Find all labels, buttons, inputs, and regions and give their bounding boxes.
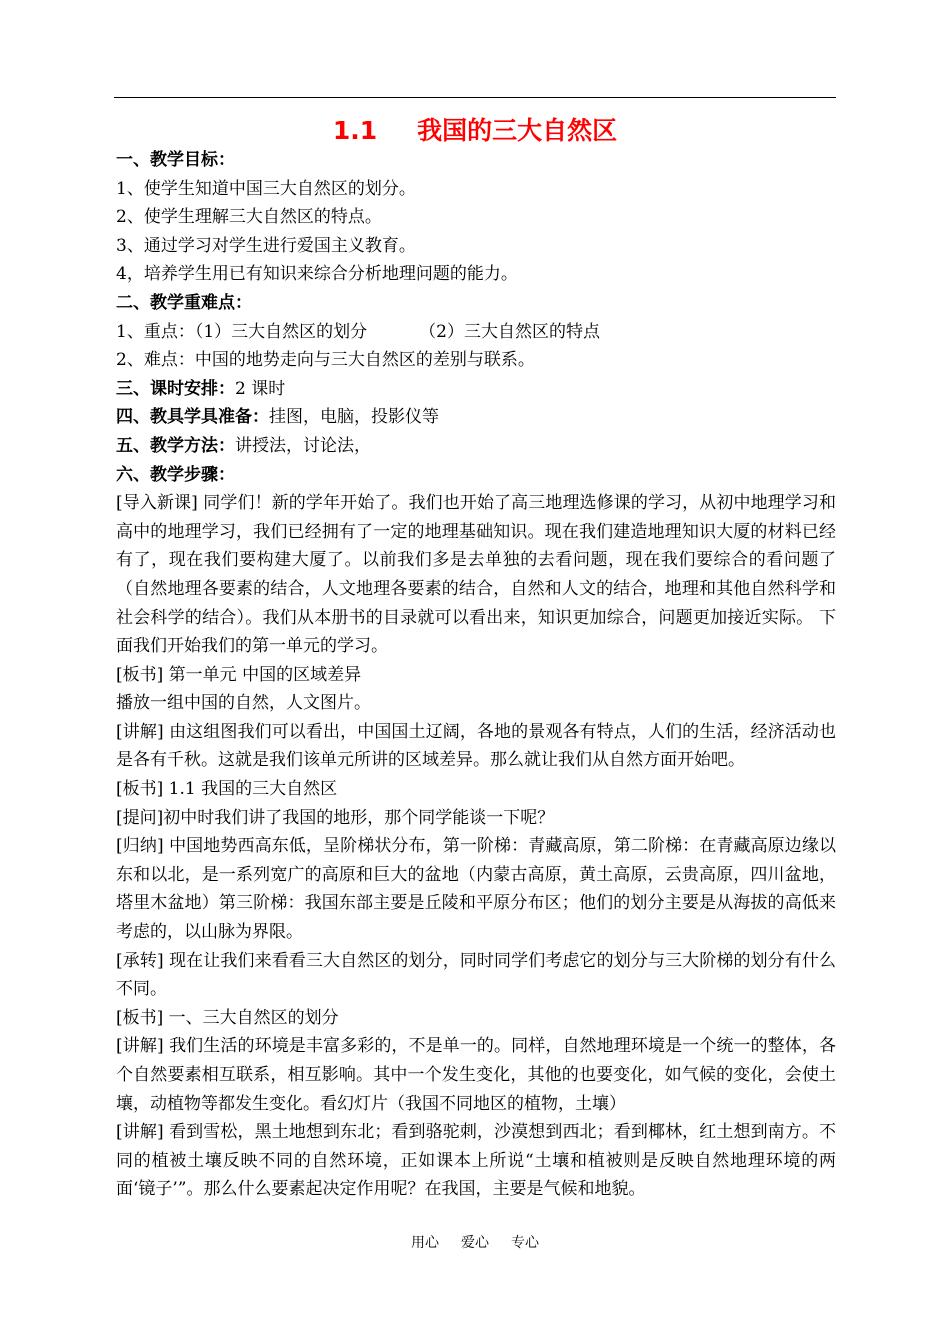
step-paragraph: [承转] 现在让我们来看看三大自然区的划分，同时同学们考虑它的划分与三大阶梯的划分有什么不同。 [116, 950, 836, 1000]
footer-word: 爱心 [461, 1235, 489, 1251]
step-paragraph: [板书] 一、三大自然区的划分 [116, 1007, 339, 1028]
schedule-line [116, 375, 836, 404]
key-points-heading: 二、教学重难点： [116, 292, 252, 313]
methods-value: 讲授法，讨论法， [235, 435, 371, 456]
objective-item: 2、使学生理解三大自然区的特点。 [116, 207, 382, 228]
key-point-b: （2）三大自然区的特点 [419, 321, 600, 342]
step-paragraph: [讲解] 由这组图我们可以看出，中国国土辽阔，各地的景观各有特点，人们的生活，经济活动也是各有千秋。这就是我们该单元所讲的区域差异。那么就让我们从自然方面开始吧。 [116, 721, 836, 771]
step-paragraph: [导入新课] 同学们！新的学年开始了。我们也开始了高三地理选修课的学习，从初中地理学习和高中的地理学习，我们已经拥有了一定的地理基础知识。现在我们建造地理知识大厦的材料已经有了，现在我们要构建大厦了。以前我们多是去单独的去看问题，现在我们要综合的看问题了（自然地理各要素的结合，人文地理各要素的结合，自然和人文的结合，地理和其他自然科学和社会科学的结合）。我们从本册书的目录就可以看出来，知识更加综合，问题更加接近实际。 下面我们开始我们的第一单元的学习。 [116, 493, 836, 657]
page-title [0, 113, 950, 149]
methods-line [116, 432, 836, 461]
document-body [116, 146, 836, 1204]
step-paragraph: [讲解] 我们生活的环境是丰富多彩的，不是单一的。同样，自然地理环境是一个统一的整体，各个自然要素相互联系，相互影响。其中一个发生变化，其他的也要变化，如气候的变化，会使土壤，动植物等都发生变化。看幻灯片（我国不同地区的植物，土壤） [116, 1036, 836, 1114]
objective-item: 4，培养学生用已有知识来综合分析地理问题的能力。 [116, 264, 518, 285]
schedule-value: 2 课时 [235, 378, 286, 399]
footer-word: 用心 [411, 1235, 439, 1251]
tools-line [116, 403, 836, 432]
step-paragraph: 播放一组中国的自然，人文图片。 [116, 693, 371, 714]
page-footer [0, 1233, 950, 1253]
key-point-a: 1、重点：（1）三大自然区的划分 [116, 321, 368, 342]
step-paragraph: [归纳] 中国地势西高东低，呈阶梯状分布，第一阶梯：青藏高原，第二阶梯：在青藏高原边缘以东和以北，是一系列宽广的高原和巨大的盆地（内蒙古高原，黄土高原，云贵高原，四川盆地，塔里木盆地）第三阶梯：我国东部主要是丘陵和平原分布区；他们的划分主要是从海拔的高低来考虑的，以山脉为界限。 [116, 836, 836, 943]
objectives-heading: 一、教学目标： [116, 150, 235, 170]
tools-value: 挂图，电脑，投影仪等 [269, 407, 439, 428]
key-points-line [116, 318, 836, 347]
footer-word: 专心 [511, 1235, 539, 1251]
tools-heading: 四、教具学具准备： [116, 407, 269, 428]
objective-item: 1、使学生知道中国三大自然区的划分。 [116, 178, 416, 199]
steps-heading: 六、教学步骤： [116, 464, 235, 485]
methods-heading: 五、教学方法： [116, 435, 235, 456]
schedule-heading: 三、课时安排： [116, 378, 235, 399]
objective-item: 3、通过学习对学生进行爱国主义教育。 [116, 235, 416, 256]
title-text: 我国的三大自然区 [417, 116, 618, 145]
step-paragraph: [提问]初中时我们讲了我国的地形，那个同学能谈一下呢？ [116, 807, 555, 828]
header-rule [114, 97, 836, 98]
step-paragraph: [讲解] 看到雪松，黑土地想到东北；看到骆驼刺，沙漠想到西北；看到椰林，红土想到南方。不同的植被土壤反映不同的自然环境，正如课本上所说“土壤和植被则是反映自然地理环境的两面‘镜子’”。那么什么要素起决定作用呢？在我国，主要是气候和地貌。 [116, 1122, 836, 1200]
step-paragraph: [板书] 1.1 我国的三大自然区 [116, 779, 338, 800]
title-number: 1.1 [332, 116, 378, 145]
step-paragraph: [板书] 第一单元 中国的区域差异 [116, 664, 362, 685]
difficulty-line: 2、难点：中国的地势走向与三大自然区的差别与联系。 [116, 350, 535, 371]
